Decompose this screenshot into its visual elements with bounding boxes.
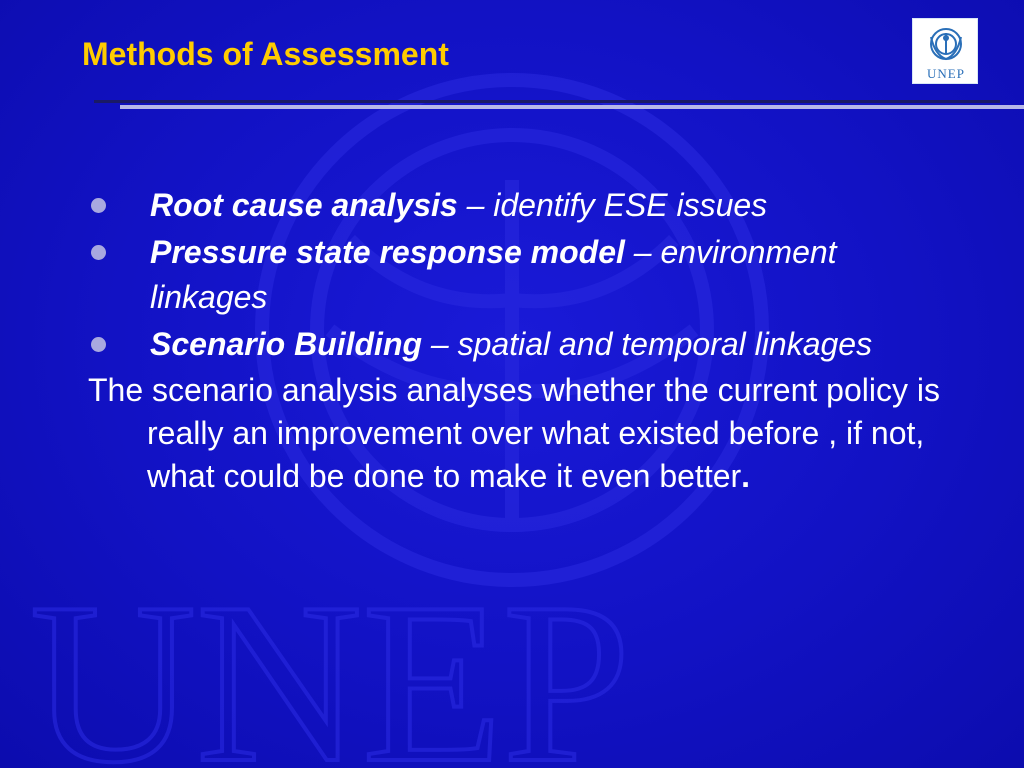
unep-logo [912,18,978,84]
bullet-item [88,230,948,320]
bullet-term: Scenario Building [150,326,423,362]
bullet-description: – identify ESE issues [457,187,768,223]
bullet-dot-icon [91,245,106,260]
title-underline-dark [94,100,1000,103]
bullet-item [88,183,948,228]
bullet-dot-icon [91,337,106,352]
bullet-item [88,322,948,367]
bullet-description: – spatial and temporal linkages [422,326,873,362]
watermark-text: UNEP [30,555,631,768]
slide-title: Methods of Assessment [82,36,449,72]
bullet-dot-icon [91,198,106,213]
bullet-description: – environment linkages [150,234,837,315]
logo-text: UNEP [927,66,965,81]
body-paragraph [88,369,948,498]
title-underline-light [120,105,1024,109]
bullet-term: Root cause analysis [150,187,458,223]
slide-body [88,183,948,498]
bullet-term: Pressure state response model [150,234,625,270]
paragraph-end: . [741,458,751,494]
paragraph-text: The scenario analysis analyses whether the current policy is really an improvement over what existed before , if not, what could be done to make it even better [88,372,940,494]
